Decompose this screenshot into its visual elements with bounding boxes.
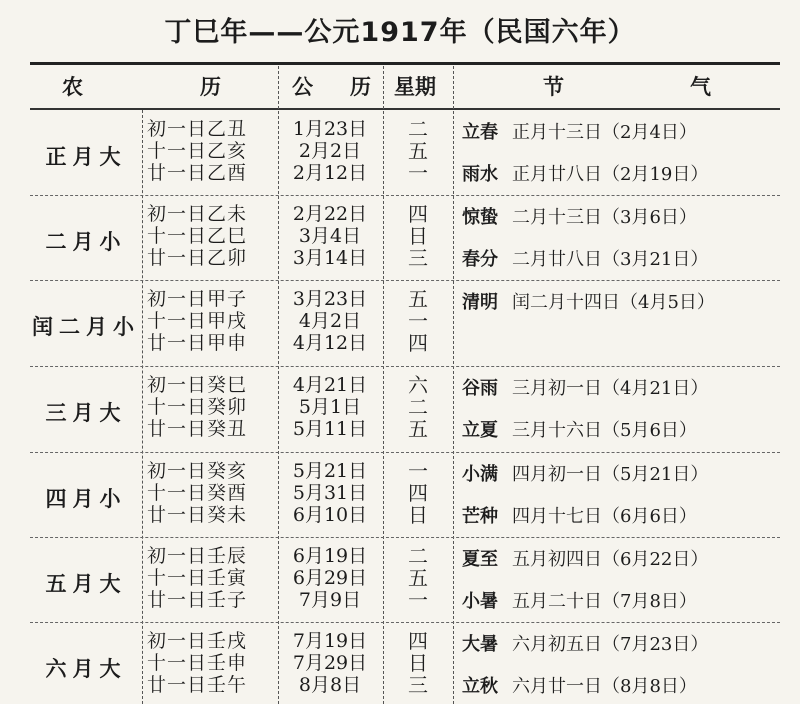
solar-term-date: 二月廿八日（3月21日） [512,249,709,270]
weekday: 日 [408,503,428,527]
solar-term-name: 清明 [462,292,498,313]
weekday: 六 [408,373,428,397]
gregorian-date: 2月12日 [292,162,368,184]
solar-term-name: 小暑 [462,591,498,612]
column-divider [453,66,454,704]
ganzhi-day: 初一日壬戌 [147,630,248,652]
ganzhi-day: 廿一日乙卯 [147,247,248,269]
weekdays [384,118,452,184]
weekday: 四 [408,202,428,226]
weekday: 日 [408,651,428,675]
solar-term-date: 五月初四日（6月22日） [512,549,709,570]
weekday: 二 [408,395,428,419]
solar-term [462,545,780,571]
solar-term [462,203,780,229]
solar-term-name: 春分 [462,249,498,270]
page-title: 丁巳年——公元1917年（民国六年） [164,17,636,48]
solar-term [462,672,780,698]
solar-term [462,587,780,613]
row-divider [30,537,780,538]
row-divider [30,280,780,281]
ganzhi-day: 十一日乙亥 [147,140,248,162]
solar-term-date: 六月初五日（7月23日） [512,634,709,655]
row-divider [30,195,780,196]
weekdays [384,203,452,269]
gregorian-date: 4月21日 [292,374,368,396]
gregorian-dates [278,545,382,611]
gregorian-dates [278,460,382,526]
month-name: 六月大 [45,656,127,681]
gregorian-date: 6月29日 [292,567,368,589]
weekdays [384,288,452,354]
solar-term [462,245,780,271]
gregorian-dates [278,288,382,354]
gregorian-date: 3月4日 [298,225,362,247]
gregorian-date: 7月29日 [292,652,368,674]
solar-term [462,502,780,528]
gregorian-date: 4月2日 [298,310,362,332]
solar-term [462,118,780,144]
month-name: 二月小 [45,229,127,254]
ganzhi-day: 十一日甲戌 [147,310,248,332]
month-name: 正月大 [45,144,127,169]
gregorian-date: 1月23日 [292,118,368,140]
gregorian-date: 6月10日 [292,504,368,526]
gregorian-date: 7月19日 [292,630,368,652]
month-name: 五月大 [45,571,127,596]
ganzhi-days [143,118,282,184]
weekday: 一 [408,161,428,185]
solar-term [462,288,780,314]
solar-term-name: 芒种 [462,506,498,527]
solar-term-date: 三月十六日（5月6日） [512,420,697,441]
gregorian-date: 3月14日 [292,247,368,269]
ganzhi-day: 廿一日乙酉 [147,162,248,184]
solar-term-name: 雨水 [462,164,498,185]
weekdays [384,460,452,526]
row-divider [30,452,780,453]
solar-term [462,374,780,400]
gregorian-dates [278,118,382,184]
header-jieqi-2: 气 [690,74,711,99]
ganzhi-day: 十一日壬申 [147,652,248,674]
header-gongli-1: 公 [292,74,313,99]
weekday: 一 [408,309,428,333]
weekday: 四 [408,629,428,653]
ganzhi-day: 十一日乙巳 [147,225,248,247]
solar-term-name: 立夏 [462,420,498,441]
gregorian-date: 6月19日 [292,545,368,567]
gregorian-date: 7月9日 [298,589,362,611]
ganzhi-days [143,374,282,440]
header-jieqi-1: 节 [543,74,564,99]
solar-term-name: 惊蛰 [462,207,498,228]
gregorian-dates [278,203,382,269]
solar-term-date: 四月十七日（6月6日） [512,506,697,527]
month-name: 四月小 [45,486,127,511]
gregorian-date: 2月22日 [292,203,368,225]
solar-term-date: 三月初一日（4月21日） [512,378,709,399]
weekday: 日 [408,224,428,248]
weekdays [384,374,452,440]
solar-term-name: 夏至 [462,549,498,570]
gregorian-date: 5月31日 [292,482,368,504]
row-divider [30,622,780,623]
solar-term [462,160,780,186]
solar-term-name: 小满 [462,464,498,485]
weekday: 二 [408,117,428,141]
gregorian-dates [278,630,382,696]
ganzhi-day: 初一日癸亥 [147,460,248,482]
weekday: 一 [408,588,428,612]
weekdays [384,630,452,696]
ganzhi-day: 初一日乙丑 [147,118,248,140]
weekday: 五 [408,139,428,163]
weekdays [384,545,452,611]
ganzhi-day: 廿一日甲申 [147,332,248,354]
solar-term-date: 二月十三日（3月6日） [512,207,697,228]
weekday: 五 [408,287,428,311]
ganzhi-day: 初一日癸巳 [147,374,248,396]
weekday: 二 [408,544,428,568]
ganzhi-day: 十一日癸酉 [147,482,248,504]
solar-term-name: 立秋 [462,676,498,697]
solar-term-date: 六月廿一日（8月8日） [512,676,697,697]
weekday: 四 [408,331,428,355]
solar-term [462,460,780,486]
ganzhi-day: 十一日壬寅 [147,567,248,589]
gregorian-date: 8月8日 [298,674,362,696]
solar-term-date: 正月廿八日（2月19日） [512,164,709,185]
gregorian-date: 5月11日 [292,418,368,440]
header-gongli-2: 历 [350,74,371,99]
solar-term-date: 闰二月十四日（4月5日） [512,292,715,313]
ganzhi-day: 廿一日壬午 [147,674,248,696]
header-nongli-1: 农 [62,74,83,99]
weekday: 一 [408,459,428,483]
solar-term-name: 立春 [462,122,498,143]
ganzhi-day: 初一日乙未 [147,203,248,225]
solar-term [462,416,780,442]
ganzhi-day: 初一日壬辰 [147,545,248,567]
gregorian-date: 5月1日 [298,396,362,418]
weekday: 三 [408,246,428,270]
header-xingqi: 星期 [394,74,436,99]
solar-term [462,630,780,656]
gregorian-date: 5月21日 [292,460,368,482]
month-name: 三月大 [45,400,127,425]
weekday: 五 [408,566,428,590]
gregorian-date: 2月2日 [298,140,362,162]
gregorian-date: 4月12日 [292,332,368,354]
month-name: 闰二月小 [32,314,140,339]
solar-term-name: 谷雨 [462,378,498,399]
gregorian-date: 3月23日 [292,288,368,310]
weekday: 五 [408,417,428,441]
solar-term-date: 五月二十日（7月8日） [512,591,697,612]
header-nongli-2: 历 [200,74,221,99]
ganzhi-days [143,203,282,269]
weekday: 四 [408,481,428,505]
ganzhi-days [143,630,282,696]
solar-term-date: 正月十三日（2月4日） [512,122,697,143]
ganzhi-day: 初一日甲子 [147,288,248,310]
row-divider [30,366,780,367]
gregorian-dates [278,374,382,440]
weekday: 三 [408,673,428,697]
ganzhi-day: 廿一日癸未 [147,504,248,526]
ganzhi-days [143,288,282,354]
top-rule [30,62,780,65]
ganzhi-days [143,545,282,611]
solar-term-date: 四月初一日（5月21日） [512,464,709,485]
solar-term-name: 大暑 [462,634,498,655]
ganzhi-day: 十一日癸卯 [147,396,248,418]
ganzhi-day: 廿一日癸丑 [147,418,248,440]
ganzhi-day: 廿一日壬子 [147,589,248,611]
ganzhi-days [143,460,282,526]
